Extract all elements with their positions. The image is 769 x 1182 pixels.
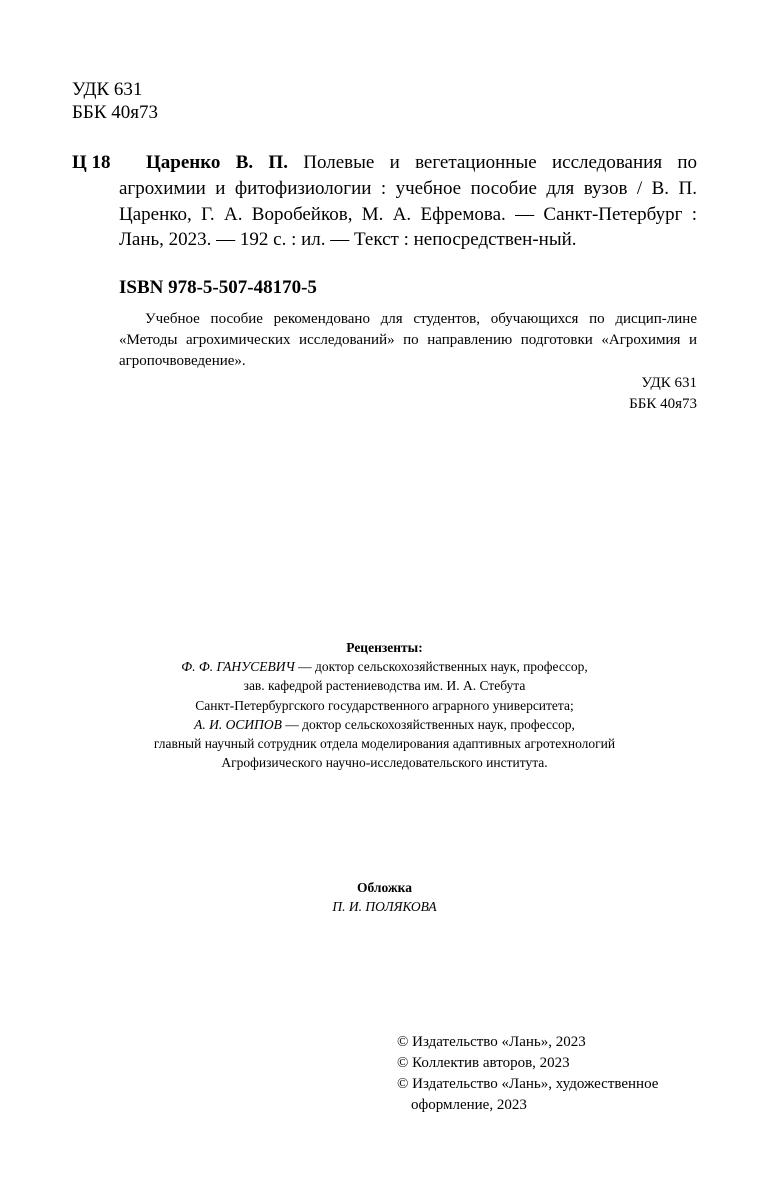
copyright-block	[397, 1032, 697, 1116]
reviewer-2-name: А. И. ОСИПОВ	[194, 716, 282, 732]
annotation-text: Учебное пособие рекомендовано для студентов, обучающихся по дисцип-	[145, 311, 667, 327]
cover-credit	[72, 878, 697, 916]
copyright-line-part: оформление, 2023	[411, 1097, 527, 1113]
bbk-code: ББК 40я73	[72, 102, 158, 123]
reviewer-1-name: Ф. Ф. ГАНУСЕВИЧ	[181, 659, 295, 675]
reviewers-block	[72, 638, 697, 772]
reviewer-2-title: — доктор сельскохозяйственных наук, профессор,	[281, 716, 575, 732]
bbk-code: ББК 40я73	[629, 396, 697, 412]
reviewers-heading: Рецензенты:	[346, 640, 423, 655]
cover-heading: Обложка	[356, 880, 412, 895]
reviewer-1-title: — доктор сельскохозяйственных наук, профессор,	[294, 659, 588, 675]
reviewer-2	[72, 715, 697, 734]
copyright-line: © Издательство «Лань», 2023	[397, 1034, 586, 1050]
reviewer-2-affiliation: Агрофизического научно-исследовательского института.	[221, 755, 548, 771]
authors-text: В. П. Царенко, Г. А. Воробейков, М. А. Ефремова. — Санкт-	[119, 177, 697, 225]
reviewer-2-position: главный научный сотрудник отдела моделирования адаптивных агротехнологий	[153, 736, 616, 752]
title-text: агрохимии и фитофизиологии : учебное пособие для вузов /	[119, 177, 643, 199]
udk-code: УДК 631	[72, 79, 143, 100]
title-text: Полевые и вегетационные исследования по	[303, 152, 698, 173]
reviewer-1-affiliation: Санкт-Петербургского государственного аграрного университета;	[195, 697, 574, 713]
isbn: ISBN 978-5-507-48170-5	[119, 277, 317, 298]
annotation	[119, 309, 697, 372]
udk-bbk-top	[72, 78, 158, 124]
cover-designer: П. И. ПОЛЯКОВА	[332, 899, 437, 915]
author-name: Царенко В. П.	[146, 152, 288, 173]
udk-bbk-right	[629, 373, 697, 415]
annotation-text: «Агрохимия и агропочвоведение».	[119, 332, 698, 369]
copyright-line	[397, 1074, 697, 1116]
bibliographic-record	[119, 150, 697, 253]
udk-code: УДК 631	[641, 375, 697, 391]
annotation-text: лине «Методы агрохимических исследований» по направлению подготовки	[119, 311, 697, 348]
author-mark: Ц 18	[72, 152, 111, 173]
copyright-line: © Коллектив авторов, 2023	[397, 1055, 570, 1071]
publisher-text: Петербург : Лань, 2023. — 192 с. : ил. — Текст : непосредствен-	[119, 203, 697, 251]
copyright-line-part: © Издательство «Лань», художественное	[397, 1076, 659, 1092]
reviewer-1-position: зав. кафедрой растениеводства им. И. А. Стебута	[243, 678, 526, 694]
publisher-text: ный.	[538, 229, 577, 251]
reviewer-1	[72, 657, 697, 676]
